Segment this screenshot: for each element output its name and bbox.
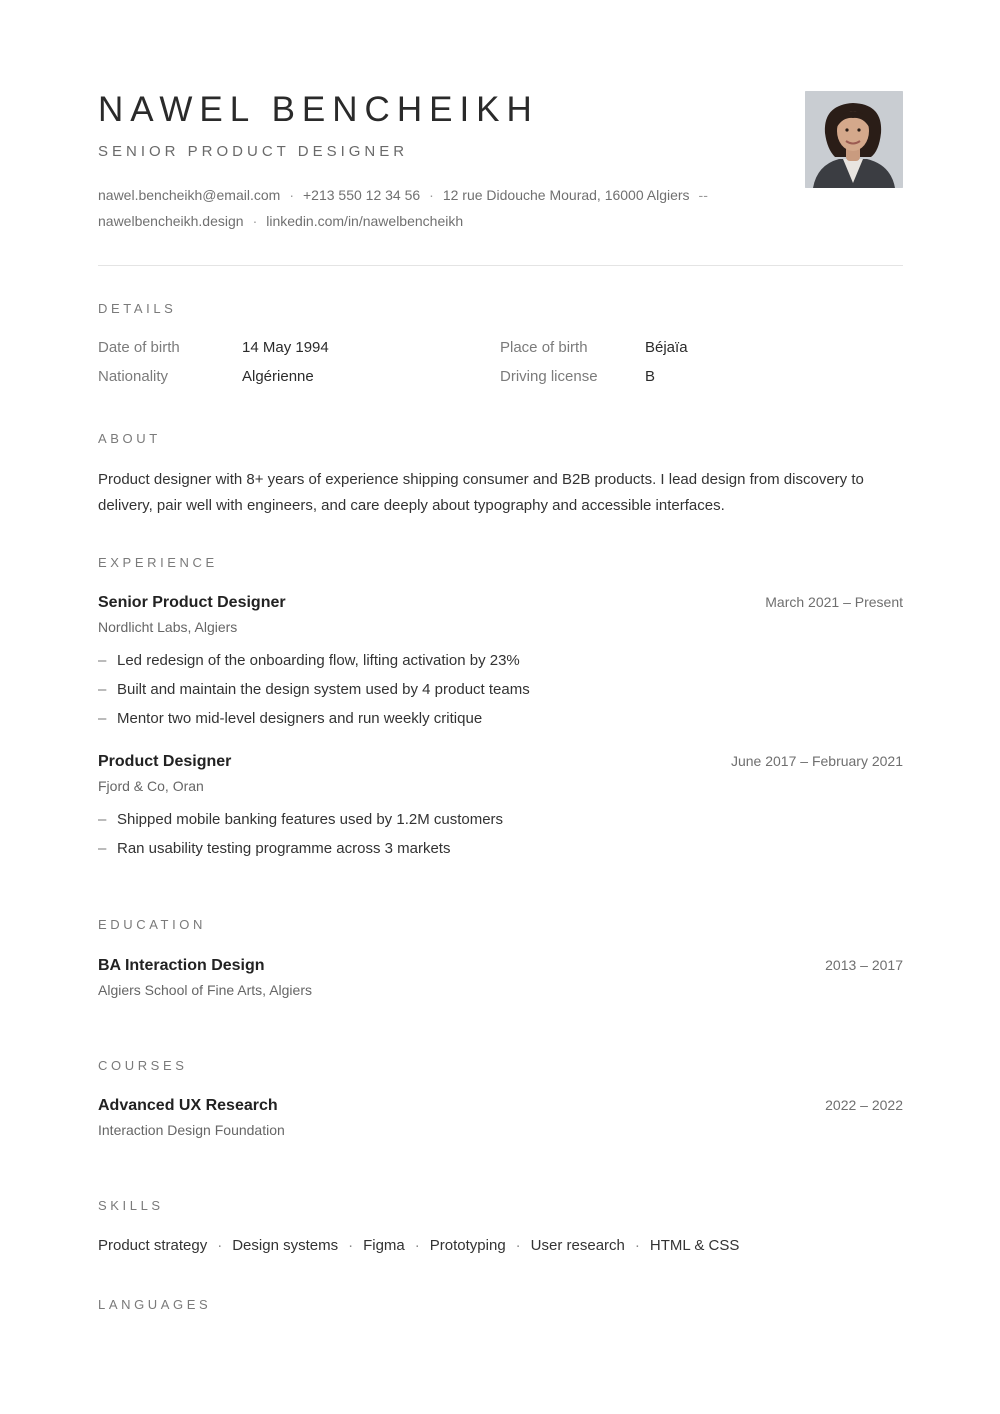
education-dates: 2013 – 2017 (825, 957, 903, 973)
skill-item: Prototyping (429, 1237, 506, 1254)
bullet-dash: – (98, 840, 107, 857)
email-link[interactable]: nawel.bencheikh@email.com (98, 187, 281, 203)
nationality-label: Nationality (98, 368, 169, 385)
license-label: Driving license (500, 368, 598, 385)
skill-item: HTML & CSS (649, 1237, 740, 1254)
bullet-dash: – (98, 681, 107, 698)
bullet-text: Shipped mobile banking features used by 1.2M customers (117, 811, 504, 828)
job-bullets (98, 805, 903, 863)
separator-dash: -- (698, 187, 708, 203)
bullet-dash: – (98, 710, 107, 727)
bullet-text: Ran usability testing programme across 3 markets (117, 840, 451, 857)
license-value: B (645, 368, 656, 385)
bullet-item (98, 646, 903, 675)
experience-entry (98, 751, 903, 863)
job-title: Product Designer (98, 753, 232, 770)
details-row (98, 367, 903, 396)
job-dates: June 2017 – February 2021 (730, 753, 903, 769)
skill-item: Product strategy (98, 1237, 208, 1254)
bullet-item (98, 704, 903, 733)
separator-dot: · (289, 187, 294, 203)
section-heading-education: EDUCATION (98, 917, 206, 932)
dob-label: Date of birth (98, 339, 180, 356)
bullet-text: Mentor two mid-level designers and run weekly critique (117, 710, 483, 727)
address-text: 12 rue Didouche Mourad, 16000 Algiers (442, 187, 690, 203)
contact-line-2 (98, 208, 748, 234)
contact-info (98, 182, 748, 234)
skills-list (98, 1236, 739, 1256)
job-company: Nordlicht Labs, Algiers (98, 619, 238, 635)
separator-dot: · (217, 1237, 223, 1254)
about-text: Product designer with 8+ years of experience shipping consumer and B2B products. I lead design from discovery to delivery, pair well with engineers, and care deeply about typography and accessible interfaces. (98, 471, 864, 514)
bullet-dash: – (98, 652, 107, 669)
section-heading-experience: EXPERIENCE (98, 555, 218, 570)
bullet-item (98, 834, 903, 863)
separator-dot: · (348, 1237, 354, 1254)
course-dates: 2022 – 2022 (825, 1097, 903, 1113)
bullet-item (98, 805, 903, 834)
phone-link[interactable]: +213 550 12 34 56 (302, 187, 421, 203)
pob-label: Place of birth (500, 339, 588, 356)
profile-photo (805, 91, 903, 188)
skill-item: User research (530, 1237, 625, 1254)
header-divider (98, 265, 903, 266)
education-entry (98, 955, 903, 1001)
experience-entry (98, 592, 903, 733)
candidate-title: SENIOR PRODUCT DESIGNER (98, 143, 409, 160)
details-grid (98, 338, 903, 396)
job-bullets (98, 646, 903, 733)
dob-value: 14 May 1994 (242, 339, 329, 356)
candidate-name: NAWEL BENCHEIKH (98, 90, 539, 129)
separator-dot: · (252, 213, 258, 229)
job-title: Senior Product Designer (98, 594, 286, 611)
separator-dot: · (515, 1237, 521, 1254)
portrait-image (805, 91, 903, 188)
separator-dot: · (634, 1237, 640, 1254)
linkedin-link[interactable]: linkedin.com/in/nawelbencheikh (266, 213, 464, 229)
section-heading-details: DETAILS (98, 301, 177, 316)
degree-title: BA Interaction Design (98, 957, 265, 974)
bullet-dash: – (98, 811, 107, 828)
section-heading-languages: LANGUAGES (98, 1297, 212, 1312)
course-provider: Interaction Design Foundation (98, 1122, 285, 1138)
course-title: Advanced UX Research (98, 1097, 278, 1114)
skill-item: Figma (363, 1237, 405, 1254)
bullet-text: Built and maintain the design system used by 4 product teams (117, 681, 530, 698)
separator-dot: · (414, 1237, 420, 1254)
job-company: Fjord & Co, Oran (98, 778, 204, 794)
bullet-item (98, 675, 903, 704)
skill-item: Design systems (232, 1237, 339, 1254)
contact-line-1 (98, 182, 748, 208)
school-name: Algiers School of Fine Arts, Algiers (98, 982, 312, 998)
section-heading-about: ABOUT (98, 431, 161, 446)
separator-dot: · (429, 187, 434, 203)
website-link[interactable]: nawelbencheikh.design (98, 213, 244, 229)
nationality-value: Algérienne (242, 368, 314, 385)
details-row (98, 338, 903, 367)
section-heading-courses: COURSES (98, 1058, 188, 1073)
bullet-text: Led redesign of the onboarding flow, lifting activation by 23% (117, 652, 520, 669)
pob-value: Béjaïa (645, 339, 688, 356)
section-heading-skills: SKILLS (98, 1198, 164, 1213)
course-entry (98, 1095, 903, 1141)
job-dates: March 2021 – Present (765, 594, 903, 610)
